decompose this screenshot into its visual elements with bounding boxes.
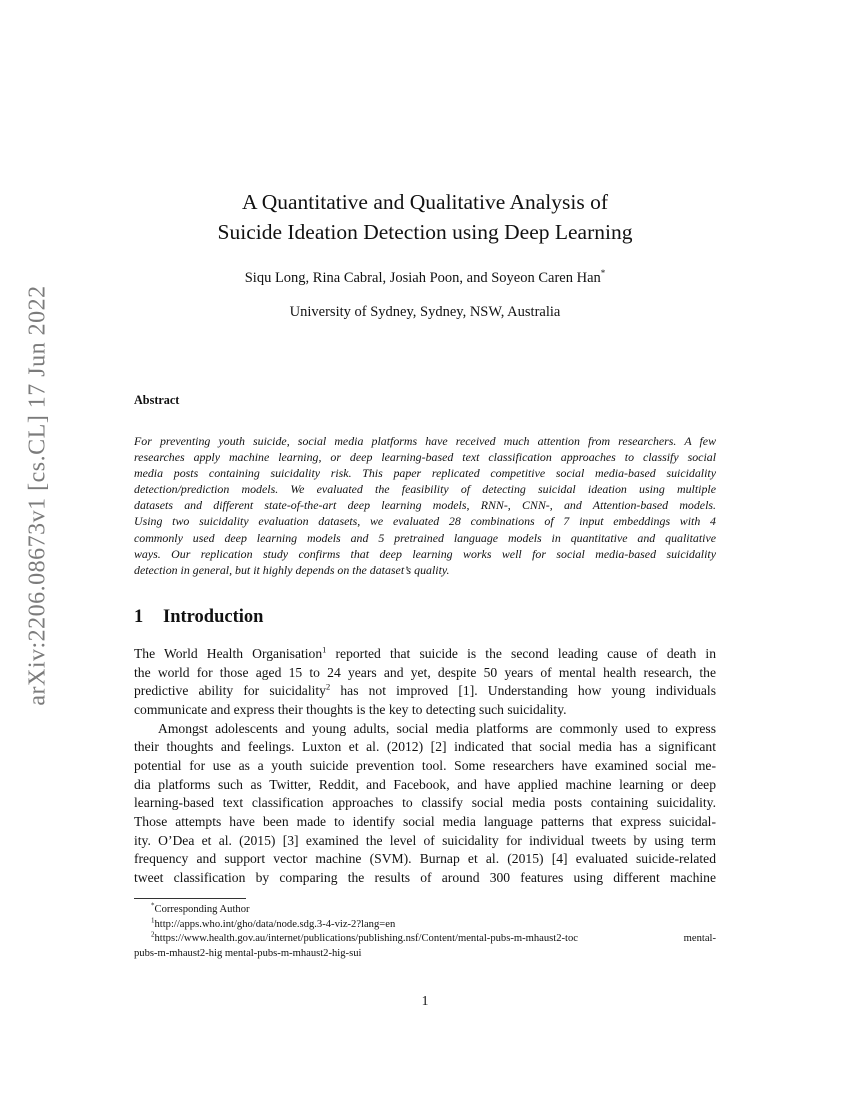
footnote-link[interactable]: http://apps.who.int/gho/data/node.sdg.3-4-viz-2?lang=en bbox=[154, 918, 396, 930]
footnotes bbox=[134, 903, 716, 961]
corresponding-author-mark: * bbox=[600, 268, 606, 279]
abstract-line: media posts containing suicidality risk. This paper replicated competitive social media-based suicidality bbox=[134, 466, 716, 481]
abstract-line: For preventing youth suicide, social media platforms have received much attention from researchers. A few bbox=[134, 434, 716, 448]
paragraph-line: ity. O’Dea et al. (2015) [3] examined the level of suicidality for individual tweets by using term bbox=[134, 832, 716, 848]
footnote-mark: 2 bbox=[151, 930, 155, 939]
arxiv-identifier-stamp bbox=[24, 284, 52, 706]
paragraph-line: tweet classification by comparing the results of around 300 features using different machine bbox=[134, 869, 716, 885]
paragraph-line: Those attempts have been made to identify social media language patterns that express suicidal- bbox=[134, 813, 716, 829]
page-number: 1 bbox=[421, 993, 429, 1008]
abstract-line: detection/prediction models. We evaluated the feasibility of detecting suicidal ideation using multiple bbox=[134, 482, 716, 497]
paragraph-line bbox=[134, 645, 716, 664]
footnote-2-continued[interactable]: pubs-m-mhaust2-hig mental-pubs-m-mhaust2-hig-sui bbox=[134, 947, 362, 959]
text-run: has not improved [1]. Understanding how young individuals bbox=[330, 683, 717, 699]
introduction-body bbox=[134, 645, 716, 888]
text-run: reported that suicide is the second leading cause of death in bbox=[326, 646, 716, 661]
abstract-line: researches apply machine learning, or deep learning-based text classification approaches to classify social bbox=[134, 450, 716, 465]
paragraph-line: learning-based text classification approaches to classify social media posts containing suicidality. bbox=[134, 795, 716, 811]
abstract-line: Using two suicidality evaluation datasets, we evaluated 28 combinations of 7 input embeddings with 4 bbox=[134, 514, 716, 529]
authors-text: Siqu Long, Rina Cabral, Josiah Poon, and Soyeon Caren Han bbox=[244, 270, 601, 286]
title-line-2: Suicide Ideation Detection using Deep Learning bbox=[217, 220, 633, 244]
footnote-ref-2: 2 bbox=[325, 681, 331, 692]
text-run: The World Health Organisation bbox=[134, 646, 323, 661]
abstract-line: detection in general, but it highly depends on the dataset’s quality. bbox=[134, 562, 450, 577]
abstract-line: ways. Our replication study confirms that deep learning works well for social media-based suicidality bbox=[134, 546, 716, 561]
footnote-divider bbox=[134, 898, 246, 899]
abstract-line: commonly used deep learning models and 5 pretrained language models in quantitative and qualitative bbox=[134, 530, 716, 545]
paragraph-line: communicate and express their thoughts is the key to detecting such suicidality. bbox=[134, 701, 567, 717]
footnote-mark: 1 bbox=[151, 916, 155, 925]
footnote-2 bbox=[134, 932, 716, 947]
footnote-link[interactable]: https://www.health.gov.au/internet/publications/publishing.nsf/Content/mental-pubs-m-mhaust2-toc bbox=[154, 933, 578, 945]
footnote-mark: * bbox=[151, 901, 155, 910]
affiliation: University of Sydney, Sydney, NSW, Australia bbox=[289, 304, 561, 320]
footnote-ref-1: 1 bbox=[322, 644, 327, 655]
section-number: 1 bbox=[134, 607, 144, 627]
footnote-1 bbox=[134, 918, 716, 933]
paragraph-line: dia platforms such as Twitter, Reddit, and Facebook, and have applied machine learning or deep bbox=[134, 776, 716, 792]
title-line-1: A Quantitative and Qualitative Analysis of bbox=[241, 190, 609, 214]
paragraph-line: the world for those aged 15 to 24 years and yet, despite 50 years of mental health research, the bbox=[134, 664, 716, 680]
footnote-text: Corresponding Author bbox=[154, 904, 250, 915]
paragraph-line: Amongst adolescents and young adults, social media platforms are commonly used to express bbox=[158, 720, 716, 736]
abstract-heading: Abstract bbox=[134, 393, 180, 407]
abstract-line: datasets and different state-of-the-art deep learning models, RNN-, CNN-, and Attention-based models. bbox=[134, 498, 716, 513]
text-run: predictive ability for suicidality bbox=[134, 683, 326, 699]
paragraph-line bbox=[134, 682, 716, 701]
footnote-link-continued[interactable]: mental- bbox=[683, 933, 716, 945]
author-list bbox=[120, 268, 730, 288]
section-title: Introduction bbox=[163, 607, 264, 627]
abstract-body bbox=[134, 433, 716, 578]
paper-title bbox=[120, 187, 730, 247]
paragraph-line: potential for use as a youth suicide prevention tool. Some researchers have examined social me- bbox=[134, 757, 716, 773]
paragraph-line: their thoughts and feelings. Luxton et al. (2012) [2] indicated that social media has a significant bbox=[134, 739, 716, 755]
arxiv-id: arXiv:2206.08673v1 [cs.CL] 17 Jun 2022 bbox=[24, 284, 51, 706]
section-heading bbox=[134, 607, 263, 628]
paragraph-line: frequency and support vector machine (SVM). Burnap et al. (2015) [4] evaluated suicide-related bbox=[134, 851, 716, 867]
footnote-corresponding bbox=[134, 903, 716, 918]
